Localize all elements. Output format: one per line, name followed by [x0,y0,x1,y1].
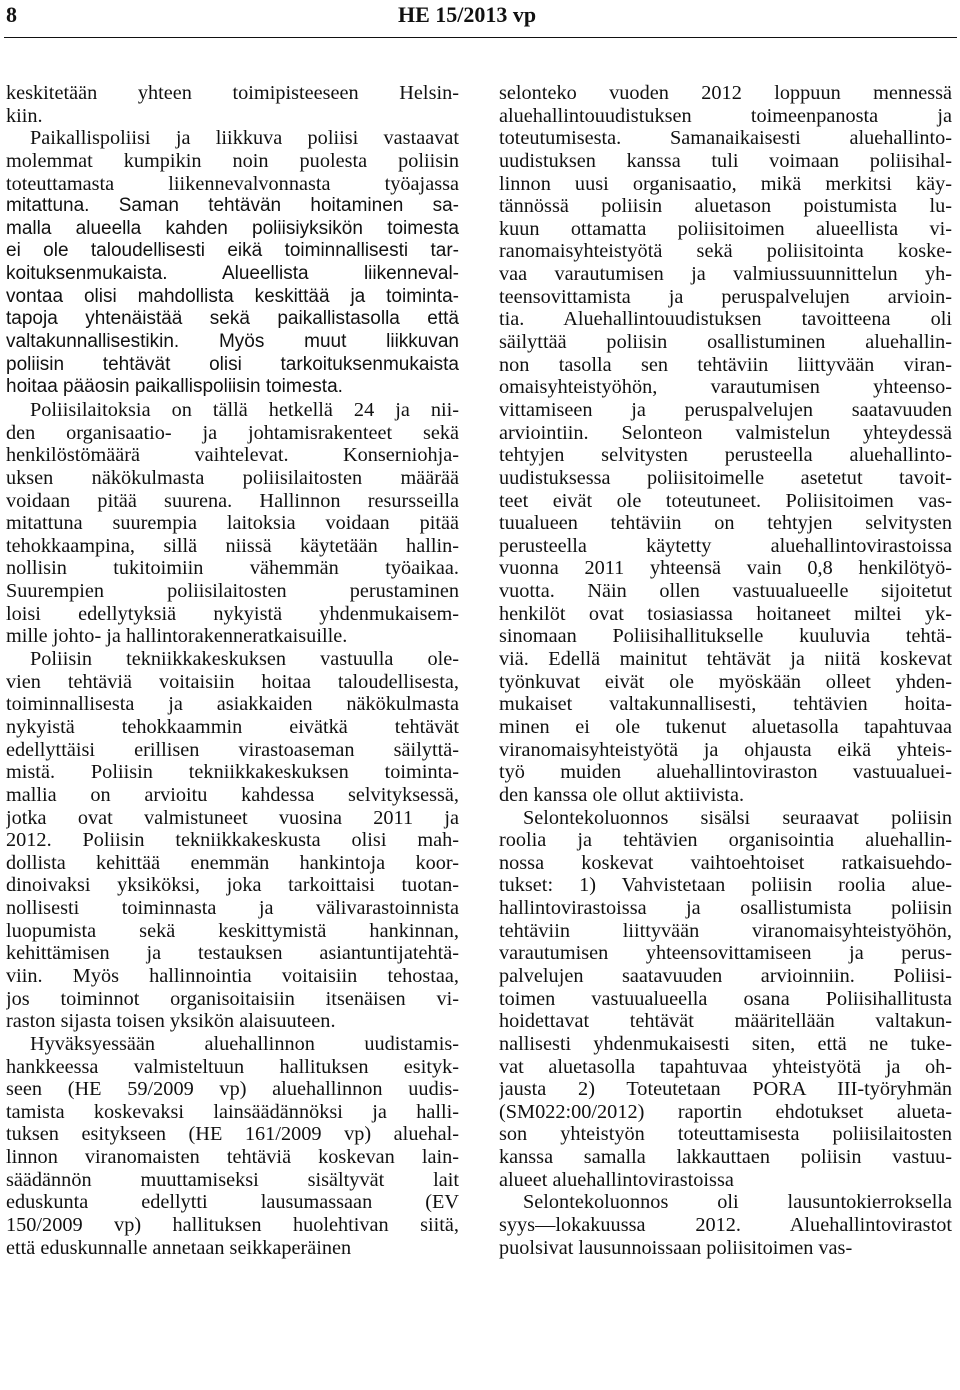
right-column-text-line: Selontekoluonnos oli lausuntokierroksella [523,1191,952,1214]
left-column-text-line: keskitetään yhteen toimipisteeseen Helsin- [6,82,459,104]
left-column-text-line: vontaa olisi mahdollista keskittää ja toiminta- [6,285,459,307]
left-column-text-line: koituksenmukaista. Alueellista liikenneval- [6,263,459,285]
right-column-text-line: viä. Edellä mainitut tehtävät ja niitä koskevat [499,648,952,671]
left-column-text-line: säädännön muuttamiseksi sisältyvät lait [6,1168,459,1191]
right-column-text-line: tehtäviin liittyvään viranomaisyhteistyöhön, [499,919,952,942]
left-column-text-line: kiin. [6,104,43,127]
left-column-text-line: Poliisilaitoksia on tällä hetkellä 24 ja nii- [30,398,459,421]
left-column-text-line: malla alueella kahden poliisiyksikön toimesta [6,217,459,239]
left-column-text-line: edellyttäisi erillisen virastoaseman säilyttä- [6,738,459,761]
right-column-text-line: kanssa samalla lakkauttaen poliisin vastuu- [499,1146,952,1169]
left-column-text-line: dollista kehittää enemmän hankintoja koor- [6,851,459,874]
right-column-text-line: uudistuksen kanssa tuli voimaan poliisihal- [499,149,952,172]
left-column-text-line: mitattuna suurempia laitoksia voidaan pitää [6,512,459,535]
right-column-text-line: hallintovirastoissa ja osallistumista poliisin [499,897,952,920]
left-column-text-line: mille johto- ja hallintorakenneratkaisuille. [6,625,348,648]
left-column-text-line: viin. Myös hallinnointia voitaisiin tehostaa, [6,964,459,987]
left-column-text-line: voidaan pitää suurena. Hallinnon resursseilla [6,489,459,512]
right-column-text-line: vaa varautumisen ja valmiussuunnittelun yh- [499,263,952,286]
left-column-text-line: toteuttamasta liikennevalvonnasta työajassa [6,172,459,195]
left-column-text-line: että eduskunnalle annetaan seikkaperäinen [6,1236,352,1259]
right-column-text-line: hoidettavat tehtävät määritellään valtakun- [499,1010,952,1033]
right-column-text-line: kuun ottamatta poliisitoimen alueellista vi- [499,217,952,240]
right-column-text-line: jausta 2) Toteutetaan PORA III-työryhmän [499,1078,952,1101]
left-column-text-line: nollisin tukitoimiin vähemmän työaikaa. [6,557,459,580]
right-column-text-line: son yhteistyön toteuttamisesta poliisilaitosten [499,1123,952,1146]
left-column-text-line: Hyväksyessään aluehallinnon uudistamis- [30,1032,459,1055]
left-column-text-line: mistä. Poliisin tekniikkakeskuksen toiminta- [6,761,459,784]
right-column-text-line: sinomaan Poliisihallitukselle kuuluvia tehtä- [499,625,952,648]
left-column-text-line: nykyistä tehokkaammin eivätkä tehtävät [6,715,459,738]
left-column-text-line: tehokkaampina, sillä niissä käytetään hallin- [6,534,459,557]
left-column-text-line: jos toiminnot organisoitaisiin itsenäisen vi- [6,987,459,1010]
left-column-text-line: henkilöstömäärä vaihtelevat. Konserniohja- [6,444,459,467]
right-column-text-line: toimen vastuualueella osana Poliisihallitusta [499,987,952,1010]
right-column-text-line: omaisyhteistyöhön, varautumisen yhteenso- [499,376,952,399]
left-column-text-line: den organisaatio- ja johtamisrakenteet sekä [6,421,459,444]
left-column-text-line: Poliisin tekniikkakeskuksen vastuulla ole- [30,648,459,671]
right-column-text-line: työ muiden aluehallintoviraston vastuualuei- [499,761,952,784]
left-column-text-line: uksen näkökulmasta poliisilaitosten määrää [6,466,459,489]
left-column-text-line: mitattuna. Saman tehtävän hoitaminen sa- [6,195,459,217]
right-column-text-line: perusteella käytetty aluehallintovirastoissa [499,534,952,557]
page-header [0,0,960,42]
left-column-text-line: dinoivaksi yksiköksi, joka tarkoittaisi tuotan- [6,874,459,897]
left-column-text-line: tamista koskevaksi lainsäädännöksi ja halli- [6,1100,459,1123]
right-column-text-line: varautumisen yhteensovittamiseen ja perus- [499,942,952,965]
right-column-text-line: teet eivät ole toteutuneet. Poliisitoimen vas- [499,489,952,512]
right-column-text-line: viranomaisyhteistyötä ja ohjausta eikä yhteis- [499,738,952,761]
right-text-column [499,82,952,1259]
left-column-text-line: seen (HE 59/2009 vp) aluehallinnon uudis- [6,1078,459,1101]
left-column-text-line: valtakunnallisestikin. Myös muut liikkuvan [6,331,459,353]
left-column-text-line: hankkeessa valmisteltuun hallituksen esityk- [6,1055,459,1078]
left-text-column [6,82,459,1259]
right-column-text-line: tännössä poliisin aluetason poistumista lu- [499,195,952,218]
right-column-text-line: linnon uusi organisaatio, mikä merkitsi käy- [499,172,952,195]
left-column-text-line: tapoja yhtenäistää sekä paikallistasolla että [6,308,459,330]
right-column-text-line: säilyttää poliisin osallistuminen aluehallin- [499,331,952,354]
right-column-text-line: aluehallintouudistuksen toimeenpanosta ja [499,104,952,127]
left-column-text-line: linnon viranomaisten tehtäviä koskevan lain- [6,1146,459,1169]
left-column-text-line: poliisin tehtävät olisi tarkoituksenmukaista [6,353,459,375]
right-column-text-line: selonteko vuoden 2012 loppuun mennessä [499,82,952,104]
right-column-text-line: ranomaisyhteistyötä sekä poliisitointa koske- [499,240,952,263]
right-column-text-line: tukset: 1) Vahvistetaan poliisin roolia alue- [499,874,952,897]
header-rule [4,37,957,38]
right-column-text-line: roolia ja tehtävien organisointia aluehallin- [499,829,952,852]
left-column-text-line: ei ole taloudellisesti eikä toiminnallisesti tar- [6,240,459,262]
left-column-text-line: toiminnallisesta ja asiakkaiden näkökulmasta [6,693,459,716]
left-column-text-line: hoitaa pääosin paikallispoliisin toimesta. [6,376,343,398]
right-column-text-line: minen ei ole tukenut aluetasolla tapahtuvaa [499,715,952,738]
right-column-text-line: mukaiset valtakunnallisesti, tehtävien hoita- [499,693,952,716]
left-column-text-line: 2012. Poliisin tekniikkakeskusta olisi mah- [6,829,459,852]
right-column-text-line: vuonna 2011 yhteensä vain 0,8 henkilötyö- [499,557,952,580]
right-column-text-line: toteutumisesta. Samanaikaisesti aluehallinto- [499,127,952,150]
left-column-text-line: raston sijasta toisen yksikön alaisuuteen. [6,1010,336,1033]
right-column-text-line: vuotta. Näin ollen vastuualueelle sijoitetut [499,580,952,603]
right-column-text-line: vat aluetasolla tapahtuvaa yhteistyötä ja oh- [499,1055,952,1078]
right-column-text-line: syys—lokakuussa 2012. Aluehallintovirastot [499,1214,952,1237]
left-column-text-line: mallia on arvioitu kahdessa selvityksessä, [6,783,459,806]
right-column-text-line: teensovittamista ja peruspalvelujen arvioin- [499,285,952,308]
left-column-text-line: 150/2009 vp) hallituksen huolehtivan siitä, [6,1214,459,1237]
right-column-text-line: työnkuvat eivät ole myöskään olleet yhden- [499,670,952,693]
left-column-text-line: kehittämisen ja testauksen asiantuntijatehtä- [6,942,459,965]
left-column-text-line: nollisesti toiminnasta ja välivarastoinnista [6,897,459,920]
right-column-text-line: Selontekoluonnos sisälsi seuraavat poliisin [523,806,952,829]
right-column-text-line: tehtyjen selvitysten perusteella aluehallinto- [499,444,952,467]
right-column-text-line: (SM022:00/2012) raportin ehdotukset alueta- [499,1100,952,1123]
right-column-text-line: tia. Aluehallintouudistuksen tavoitteena oli [499,308,952,331]
left-column-text-line: vien tehtäviä voitaisiin hoitaa taloudellisesta, [6,670,459,693]
right-column-text-line: tuualueen tehtäviin on tehtyjen selvitysten [499,512,952,535]
right-column-text-line: nossa koskevat vaihtoehtoiset ratkaisuehdo- [499,851,952,874]
right-column-text-line: uudistuksessa poliisitoimelle asetetut tavoit- [499,466,952,489]
page-number: 8 [6,2,17,27]
left-column-text-line: Suurempien poliisilaitosten perustaminen [6,580,459,603]
left-column-text-line: molemmat kumpikin noin puolesta poliisin [6,149,459,172]
right-column-text-line: vittamiseen ja peruspalvelujen saatavuuden [499,398,952,421]
right-column-text-line: nallisesti yhdenmukaisesti siten, että ne tuke- [499,1032,952,1055]
left-column-text-line: loisi edellytyksiä nykyistä yhdenmukaisem- [6,602,459,625]
right-column-text-line: arviointiin. Selonteon valmistelun yhteydessä [499,421,952,444]
left-column-text-line: eduskunta edellytti lausumassaan (EV [6,1191,459,1214]
left-column-text-line: luopumista sekä keskittymistä hankinnan, [6,919,459,942]
document-id: HE 15/2013 vp [398,2,537,27]
left-column-text-line: jotka ovat valmistuneet vuosina 2011 ja [6,806,459,829]
left-column-text-line: Paikallispoliisi ja liikkuva poliisi vastaavat [30,127,459,150]
right-column-text-line: puolsivat lausunnoissaan poliisitoimen vas- [499,1236,853,1259]
left-column-text-line: tuksen esitykseen (HE 161/2009 vp) aluehal- [6,1123,459,1146]
right-column-text-line: palvelujen saatavuuden arvioinniin. Poliisi- [499,964,952,987]
right-column-text-line: den kanssa ole ollut aktiivista. [499,783,745,806]
right-column-text-line: henkilöt ovat tosiasiassa hoitaneet miltei yk- [499,602,952,625]
right-column-text-line: alueet aluehallintovirastoissa [499,1168,734,1191]
right-column-text-line: non tasolla sen tehtäviin liittyvään viran- [499,353,952,376]
